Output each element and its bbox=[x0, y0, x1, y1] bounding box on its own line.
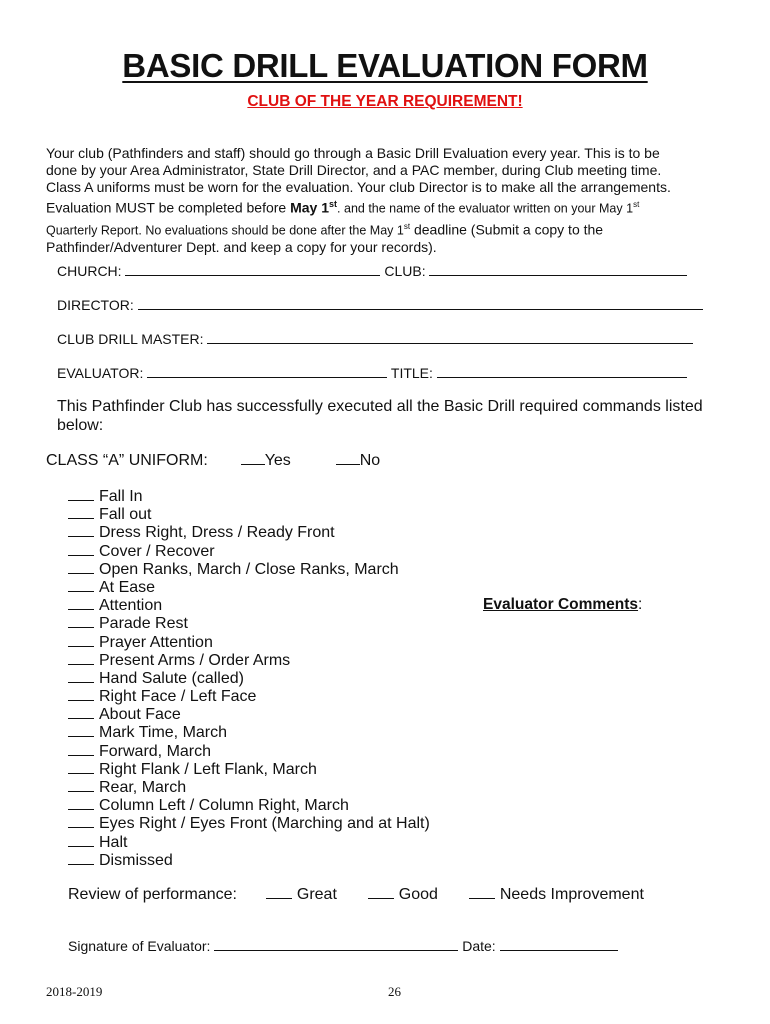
command-checkbox-blank[interactable] bbox=[68, 523, 94, 537]
intro-line: Pathfinder/Adventurer Dept. and keep a copy for your records). bbox=[46, 239, 437, 256]
signature-label: Signature of Evaluator: bbox=[68, 938, 211, 954]
evaluator-comments-label: Evaluator Comments: bbox=[483, 596, 643, 613]
command-item bbox=[68, 814, 430, 832]
command-item bbox=[68, 523, 430, 541]
drill-master-row bbox=[57, 331, 693, 347]
intro-paragraph bbox=[46, 145, 736, 256]
command-checklist bbox=[68, 487, 430, 869]
command-label: At Ease bbox=[99, 578, 156, 596]
director-row bbox=[57, 297, 703, 313]
command-label: Cover / Recover bbox=[99, 542, 215, 560]
command-item bbox=[68, 669, 430, 687]
command-checkbox-blank[interactable] bbox=[68, 487, 94, 501]
command-checkbox-blank[interactable] bbox=[68, 687, 94, 701]
uniform-row bbox=[46, 451, 380, 470]
page-title: BASIC DRILL EVALUATION FORM bbox=[122, 47, 648, 84]
page-subtitle: CLUB OF THE YEAR REQUIREMENT! bbox=[247, 93, 523, 110]
intro-line: Class A uniforms must be worn for the evaluation. Your club Director is to make all the arrangements. bbox=[46, 179, 671, 195]
command-checkbox-blank[interactable] bbox=[68, 596, 94, 610]
command-item bbox=[68, 760, 430, 778]
command-item bbox=[68, 723, 430, 741]
command-item bbox=[68, 742, 430, 760]
director-input-line[interactable] bbox=[138, 297, 703, 310]
review-good-blank[interactable] bbox=[368, 885, 394, 899]
command-checkbox-blank[interactable] bbox=[68, 705, 94, 719]
evaluator-title-row bbox=[57, 365, 687, 381]
uniform-no-label: No bbox=[359, 452, 381, 469]
command-item bbox=[68, 578, 430, 596]
director-label: DIRECTOR: bbox=[57, 297, 134, 313]
command-item bbox=[68, 796, 430, 814]
review-label: Review of performance: bbox=[68, 886, 237, 903]
command-checkbox-blank[interactable] bbox=[68, 669, 94, 683]
command-item bbox=[68, 487, 430, 505]
command-label: Rear, March bbox=[99, 779, 187, 796]
review-good-label: Good bbox=[398, 886, 438, 903]
statement-text: This Pathfinder Club has successfully executed all the Basic Drill required commands listed below: bbox=[57, 398, 703, 434]
command-item bbox=[68, 651, 430, 669]
footer-year: 2018-2019 bbox=[46, 984, 103, 999]
command-item bbox=[68, 851, 430, 869]
signature-row bbox=[68, 938, 618, 954]
command-checkbox-blank[interactable] bbox=[68, 760, 94, 774]
command-checkbox-blank[interactable] bbox=[68, 851, 94, 865]
title-input-line[interactable] bbox=[437, 365, 687, 378]
evaluator-label: EVALUATOR: bbox=[57, 365, 144, 381]
command-checkbox-blank[interactable] bbox=[68, 651, 94, 665]
drill-master-input-line[interactable] bbox=[207, 331, 693, 344]
command-checkbox-blank[interactable] bbox=[68, 742, 94, 756]
command-checkbox-blank[interactable] bbox=[68, 505, 94, 519]
review-great-blank[interactable] bbox=[266, 885, 292, 899]
command-label: Hand Salute (called) bbox=[99, 669, 244, 687]
command-item bbox=[68, 778, 430, 796]
command-item bbox=[68, 633, 430, 651]
command-item bbox=[68, 687, 430, 705]
uniform-yes-label: Yes bbox=[264, 452, 291, 469]
command-checkbox-blank[interactable] bbox=[68, 578, 94, 592]
command-checkbox-blank[interactable] bbox=[68, 723, 94, 737]
intro-line: done by your Area Administrator, State Drill Director, and a PAC member, during Club meeting time. bbox=[46, 162, 662, 178]
command-item bbox=[68, 560, 430, 578]
command-item bbox=[68, 833, 430, 851]
command-item bbox=[68, 542, 430, 560]
uniform-no-blank[interactable] bbox=[336, 451, 360, 465]
command-label: Prayer Attention bbox=[99, 633, 213, 651]
evaluator-input-line[interactable] bbox=[147, 365, 387, 378]
intro-line: Quarterly Report. No evaluations should be done after the May 1st deadline (Submit a copy to the bbox=[46, 221, 604, 238]
title-label: TITLE: bbox=[390, 365, 433, 381]
command-item bbox=[68, 505, 430, 523]
uniform-yes-blank[interactable] bbox=[241, 451, 265, 465]
page-number: 26 bbox=[388, 984, 401, 999]
command-checkbox-blank[interactable] bbox=[68, 633, 94, 647]
command-checkbox-blank[interactable] bbox=[68, 542, 94, 556]
drill-master-label: CLUB DRILL MASTER: bbox=[57, 331, 204, 347]
command-label: Dismissed bbox=[99, 851, 173, 869]
command-item bbox=[68, 705, 430, 723]
command-label: Dress Right, Dress / Ready Front bbox=[99, 524, 335, 542]
church-input-line[interactable] bbox=[125, 263, 380, 276]
command-item bbox=[68, 596, 430, 614]
command-label: Parade Rest bbox=[99, 615, 188, 633]
club-input-line[interactable] bbox=[429, 263, 687, 276]
intro-line: Evaluation MUST be completed before May 1st. and the name of the evaluator written on your May 1st bbox=[46, 199, 640, 216]
review-great-label: Great bbox=[296, 886, 337, 903]
command-label: Attention bbox=[99, 597, 163, 615]
command-label: Mark Time, March bbox=[99, 724, 228, 742]
signature-input-line[interactable] bbox=[214, 938, 458, 951]
review-needs-blank[interactable] bbox=[469, 885, 495, 899]
review-needs-label: Needs Improvement bbox=[499, 886, 644, 903]
review-row bbox=[68, 885, 644, 904]
command-label: Present Arms / Order Arms bbox=[99, 651, 291, 669]
command-checkbox-blank[interactable] bbox=[68, 796, 94, 810]
church-club-row bbox=[57, 263, 687, 279]
date-label: Date: bbox=[462, 938, 496, 954]
command-checkbox-blank[interactable] bbox=[68, 778, 94, 792]
command-checkbox-blank[interactable] bbox=[68, 614, 94, 628]
command-item bbox=[68, 614, 430, 632]
date-input-line[interactable] bbox=[500, 938, 618, 951]
command-checkbox-blank[interactable] bbox=[68, 560, 94, 574]
club-label: CLUB: bbox=[384, 263, 426, 279]
intro-line: Your club (Pathfinders and staff) should go through a Basic Drill Evaluation every year. This is to be bbox=[46, 145, 660, 161]
command-label: Right Flank / Left Flank, March bbox=[99, 760, 317, 778]
command-checkbox-blank[interactable] bbox=[68, 814, 94, 828]
command-label: Open Ranks, March / Close Ranks, March bbox=[99, 560, 399, 578]
command-label: About Face bbox=[99, 706, 181, 724]
command-label: Column Left / Column Right, March bbox=[99, 797, 349, 815]
command-label: Fall In bbox=[99, 488, 143, 505]
command-label: Fall out bbox=[99, 506, 152, 524]
uniform-label: CLASS “A” UNIFORM: bbox=[46, 452, 208, 469]
command-label: Forward, March bbox=[99, 742, 212, 760]
command-checkbox-blank[interactable] bbox=[68, 833, 94, 847]
church-label: CHURCH: bbox=[57, 263, 122, 279]
command-label: Halt bbox=[99, 833, 128, 851]
command-label: Right Face / Left Face bbox=[99, 688, 257, 706]
command-label: Eyes Right / Eyes Front (Marching and at Halt) bbox=[99, 815, 430, 833]
